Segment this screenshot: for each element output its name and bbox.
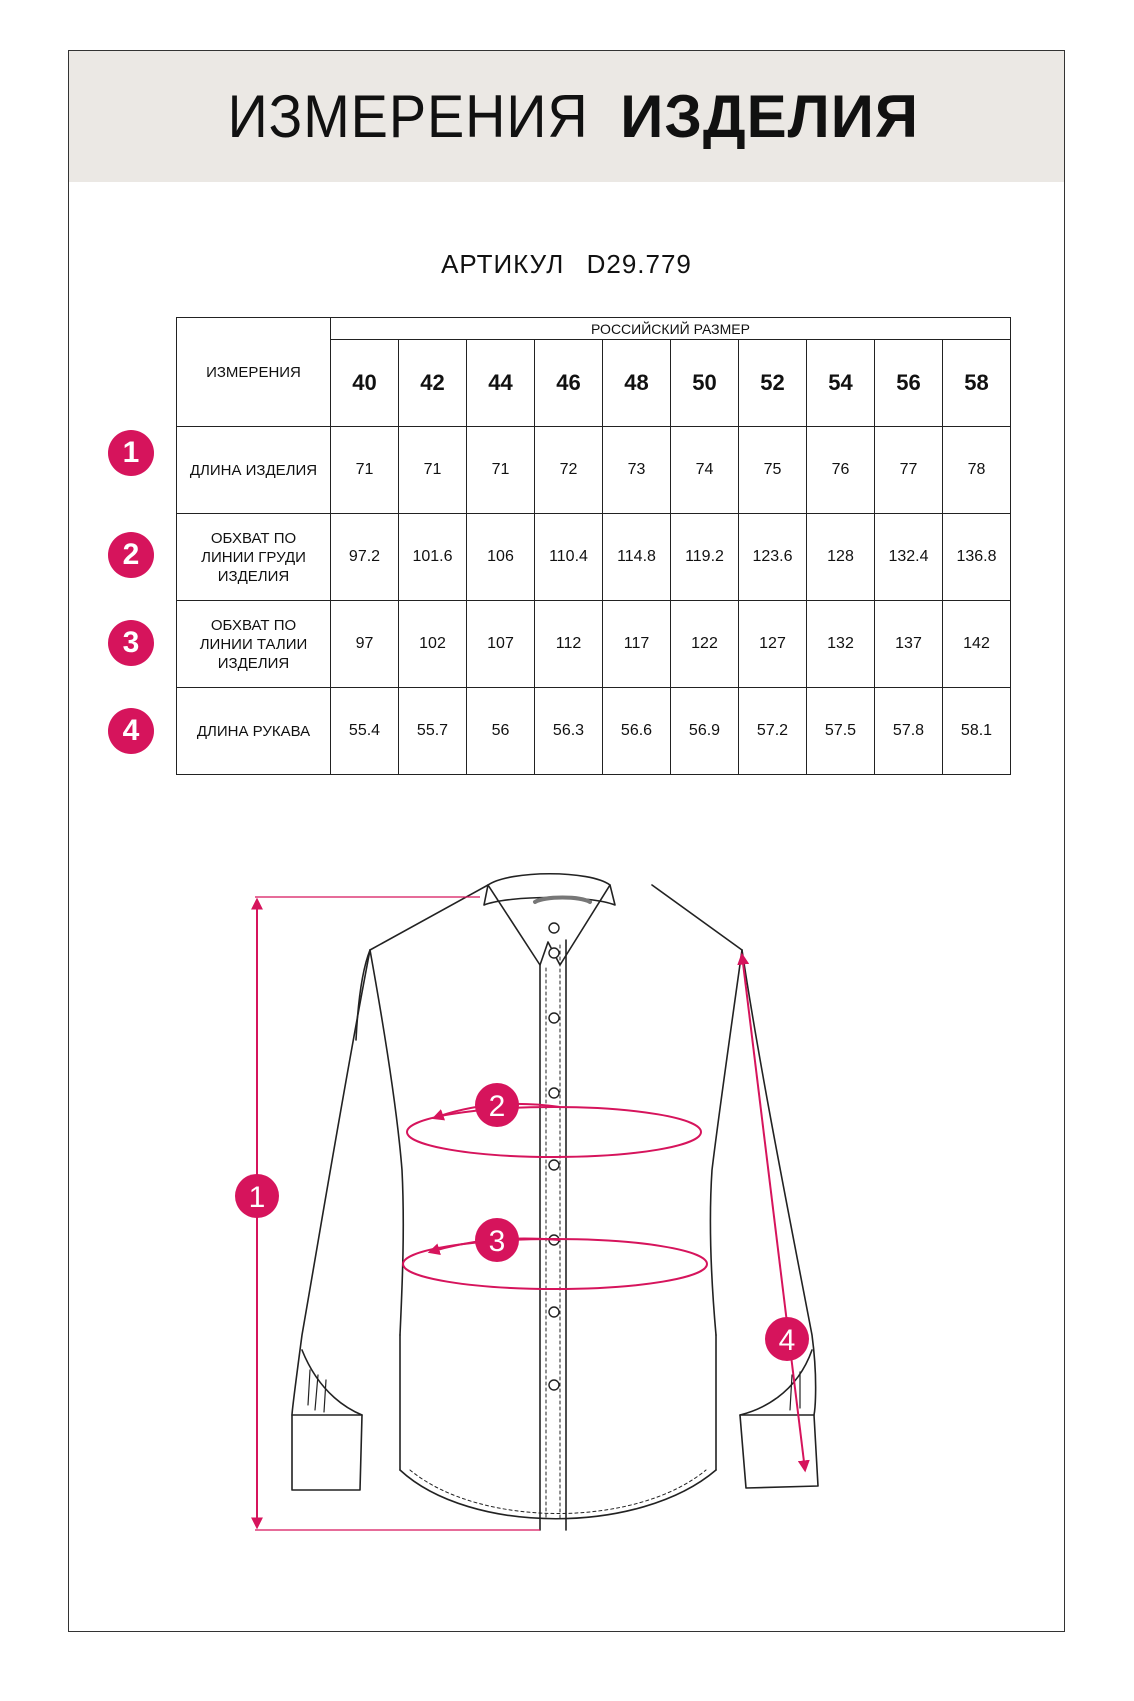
title-bold: ИЗДЕЛИЯ: [620, 83, 920, 150]
table-cell: 114.8: [603, 514, 671, 601]
table-cell: 97.2: [331, 514, 399, 601]
size-header: 44: [467, 340, 535, 427]
article-label: АРТИКУЛ: [441, 249, 565, 279]
table-cell: 127: [739, 601, 807, 688]
row-number-badge: 4: [108, 708, 154, 754]
size-header: 52: [739, 340, 807, 427]
table-cell: 75: [739, 427, 807, 514]
table-cell: 78: [943, 427, 1011, 514]
article-code: D29.779: [586, 249, 692, 279]
size-header: 46: [535, 340, 603, 427]
table-cell: 71: [331, 427, 399, 514]
table-cell: 136.8: [943, 514, 1011, 601]
table-cell: 97: [331, 601, 399, 688]
table-cell: 72: [535, 427, 603, 514]
table-cell: 101.6: [399, 514, 467, 601]
table-cell: 56.6: [603, 688, 671, 775]
marker-4-label: 4: [778, 1324, 796, 1357]
table-cell: 71: [467, 427, 535, 514]
table-cell: 55.7: [399, 688, 467, 775]
table-cell: 132.4: [875, 514, 943, 601]
row-number-badge: 3: [108, 620, 154, 666]
size-header: 40: [331, 340, 399, 427]
table-cell: 77: [875, 427, 943, 514]
table-cell: 57.5: [807, 688, 875, 775]
table-cell: 71: [399, 427, 467, 514]
russian-size-header: РОССИЙСКИЙ РАЗМЕР: [331, 318, 1011, 340]
table-cell: 58.1: [943, 688, 1011, 775]
table-cell: 128: [807, 514, 875, 601]
table-cell: 73: [603, 427, 671, 514]
measurement-lines: [255, 897, 805, 1530]
marker-2-label: 2: [488, 1090, 506, 1123]
shirt-outline: [292, 874, 818, 1530]
table-cell: 122: [671, 601, 739, 688]
table-cell: 57.8: [875, 688, 943, 775]
table-cell: 76: [807, 427, 875, 514]
row-label: ДЛИНА РУКАВА: [177, 688, 331, 775]
row-label: ДЛИНА ИЗДЕЛИЯ: [177, 427, 331, 514]
table-cell: 132: [807, 601, 875, 688]
table-cell: 56.3: [535, 688, 603, 775]
measurements-header: ИЗМЕРЕНИЯ: [177, 318, 331, 427]
table-cell: 137: [875, 601, 943, 688]
marker-3-label: 3: [488, 1225, 506, 1258]
table-cell: 56.9: [671, 688, 739, 775]
marker-1-label: 1: [248, 1181, 266, 1214]
size-header: 58: [943, 340, 1011, 427]
size-header: 56: [875, 340, 943, 427]
table-cell: 107: [467, 601, 535, 688]
table-cell: 74: [671, 427, 739, 514]
size-header: 50: [671, 340, 739, 427]
row-number-badge: 2: [108, 532, 154, 578]
size-header: 48: [603, 340, 671, 427]
table-cell: 55.4: [331, 688, 399, 775]
table-cell: 112: [535, 601, 603, 688]
table-cell: 123.6: [739, 514, 807, 601]
table-cell: 56: [467, 688, 535, 775]
table-cell: 142: [943, 601, 1011, 688]
row-number-badge: 1: [108, 430, 154, 476]
title-light: ИЗМЕРЕНИЯ: [227, 83, 589, 150]
table-cell: 117: [603, 601, 671, 688]
table-cell: 119.2: [671, 514, 739, 601]
size-header: 42: [399, 340, 467, 427]
table-cell: 110.4: [535, 514, 603, 601]
size-header: 54: [807, 340, 875, 427]
table-cell: 106: [467, 514, 535, 601]
table-cell: 102: [399, 601, 467, 688]
table-cell: 57.2: [739, 688, 807, 775]
row-label: ОБХВАТ ПО ЛИНИИ ГРУДИ ИЗДЕЛИЯ: [177, 514, 331, 601]
row-label: ОБХВАТ ПО ЛИНИИ ТАЛИИ ИЗДЕЛИЯ: [177, 601, 331, 688]
